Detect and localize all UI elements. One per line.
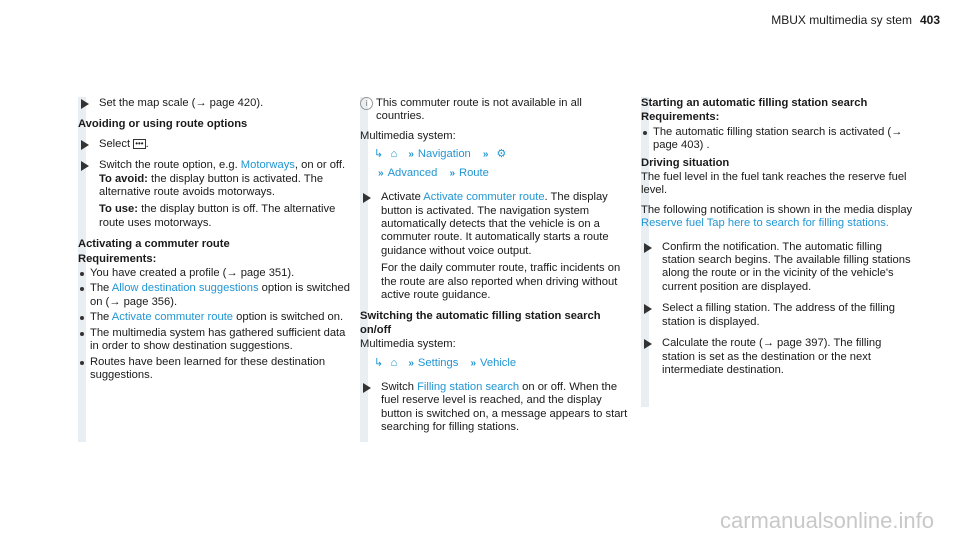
page-number: 403 xyxy=(919,13,940,27)
gear-icon[interactable]: ⚙ xyxy=(496,148,507,161)
text: The xyxy=(90,282,110,295)
bullet xyxy=(80,272,84,276)
play-arrow-icon xyxy=(644,243,652,253)
play-arrow-icon xyxy=(81,99,89,109)
label: To avoid: xyxy=(99,172,148,185)
play-arrow-icon xyxy=(363,383,371,393)
info-icon: i xyxy=(360,97,373,110)
column-1 xyxy=(78,97,350,384)
bullet xyxy=(80,316,84,320)
section-heading: Switching the automatic filling station search on/off xyxy=(360,310,601,336)
step-text: Switch the route option, e.g. xyxy=(99,159,238,172)
step xyxy=(641,241,913,295)
menu-item-vehicle[interactable]: Vehicle xyxy=(480,356,517,369)
step xyxy=(641,302,913,329)
menu-item-settings[interactable]: Settings xyxy=(417,356,459,369)
return-arrow-icon: ↳ xyxy=(374,356,384,369)
menu-item-advanced[interactable]: Advanced xyxy=(387,167,438,180)
paragraph xyxy=(641,204,913,231)
text: The xyxy=(90,311,110,324)
play-arrow-icon xyxy=(81,161,89,171)
step-text: Select xyxy=(99,137,131,150)
menu-item-navigation[interactable]: Navigation xyxy=(417,148,471,161)
step xyxy=(78,159,350,230)
step-text: Confirm the notification. The automatic filling station search begins. The available filling stations along the route or in the vicinity of the vehicle's current position are displayed. xyxy=(662,240,911,293)
bullet xyxy=(80,361,84,365)
menu-item-motorways[interactable]: Motorways xyxy=(240,159,295,172)
step xyxy=(360,191,632,302)
paragraph: The fuel level in the fuel tank reaches the reserve fuel level. xyxy=(641,171,907,197)
chevron-icon: » xyxy=(470,357,477,369)
step-text: Activate xyxy=(381,191,421,204)
notification-reserve-fuel[interactable]: Reserve fuel Tap here to search for filling stations. xyxy=(641,217,889,230)
menu-item-route[interactable]: Route xyxy=(459,167,489,180)
step-text: Switch xyxy=(381,380,414,393)
chevron-icon: » xyxy=(449,168,455,180)
text: The following notification is shown in the media display xyxy=(641,203,913,216)
list-item xyxy=(78,282,350,309)
text: the display button is off. The alternative route uses motorways. xyxy=(99,203,336,229)
text: Routes have been learned for these destination suggestions. xyxy=(90,355,326,381)
text: option is switched on. xyxy=(236,311,344,324)
text: For the daily commuter route, traffic incidents on the route are also reported when driving without active route guidance. xyxy=(381,262,621,302)
list-item xyxy=(78,327,350,354)
section-heading: Activating a commuter route xyxy=(78,238,230,251)
label: To use: xyxy=(99,203,138,216)
page-header xyxy=(771,14,940,27)
step xyxy=(360,381,632,435)
step-text: Select a filling station. The address of the filling station is displayed. xyxy=(662,302,895,328)
more-icon: ••• xyxy=(135,138,144,148)
play-arrow-icon xyxy=(644,304,652,314)
menu-label: Multimedia system: xyxy=(360,338,456,351)
header-title: MBUX multimedia sy stem xyxy=(771,13,912,27)
section-heading: Driving situation xyxy=(641,156,730,169)
menu-item-destination-suggestions[interactable]: Allow destination suggestions xyxy=(111,282,259,295)
step-text: on or off. When the fuel reserve level is reached, and the display button is switched on, a message appears to start searching for filling stations. xyxy=(381,380,628,433)
requirements-heading: Requirements: xyxy=(641,111,720,124)
step-text: , on or off. xyxy=(294,159,346,172)
column-2 xyxy=(360,97,632,442)
watermark: carmanualsonline.info xyxy=(719,507,934,533)
text: the display button is activated. The alternative route avoids motorways. xyxy=(99,172,324,199)
chevron-icon: » xyxy=(408,357,414,369)
step: Select ••• . xyxy=(78,138,350,151)
play-arrow-icon xyxy=(644,339,652,349)
step xyxy=(78,97,350,110)
step xyxy=(641,337,913,377)
step-text: Calculate the route (→ page 397). The filling station is set as the destination or the next intermediate destination. xyxy=(662,337,882,376)
bullet xyxy=(80,287,84,291)
section-heading: Avoiding or using route options xyxy=(78,118,248,131)
step-text: Set the map scale (→ page 420). xyxy=(99,97,264,109)
list-item xyxy=(641,126,913,153)
text: The automatic filling station search is activated (→ page 403) . xyxy=(653,125,903,152)
list-item xyxy=(78,267,350,280)
text: option is switched on (→ page 356). xyxy=(90,282,350,308)
text: You have created a profile (→ page 351). xyxy=(90,267,295,280)
column-3 xyxy=(641,97,913,385)
requirements-heading: Requirements: xyxy=(78,252,157,265)
menu-label: Multimedia system: xyxy=(360,129,456,142)
menu-path xyxy=(374,145,632,183)
bullet xyxy=(80,332,84,336)
menu-path xyxy=(374,354,632,373)
home-icon[interactable]: ⌂ xyxy=(390,148,398,161)
play-arrow-icon xyxy=(81,140,89,150)
menu-item-filling-station-search[interactable]: Filling station search xyxy=(417,380,520,393)
home-icon[interactable]: ⌂ xyxy=(390,356,398,369)
chevron-icon: » xyxy=(482,149,489,161)
text: The multimedia system has gathered sufficient data in order to show destination suggestions. xyxy=(90,326,346,353)
chevron-icon: » xyxy=(378,168,384,180)
menu-item-commuter-route[interactable]: Activate commuter route xyxy=(111,311,234,324)
list-item xyxy=(78,311,350,324)
bullet xyxy=(643,131,647,135)
play-arrow-icon xyxy=(363,193,371,203)
chevron-icon: » xyxy=(408,149,414,161)
list-item xyxy=(78,356,350,383)
note xyxy=(360,97,632,124)
note-text: This commuter route is not available in all countries. xyxy=(376,97,582,123)
step-text: . The display button is activated. The navigation system automatically detects that the vehicle is on a commuter route. It automatically starts a route guidance without voice output. xyxy=(381,191,609,257)
return-arrow-icon: ↳ xyxy=(374,148,384,161)
section-heading: Starting an automatic filling station search xyxy=(641,97,868,109)
menu-item-commuter-route[interactable]: Activate commuter route xyxy=(423,191,545,204)
